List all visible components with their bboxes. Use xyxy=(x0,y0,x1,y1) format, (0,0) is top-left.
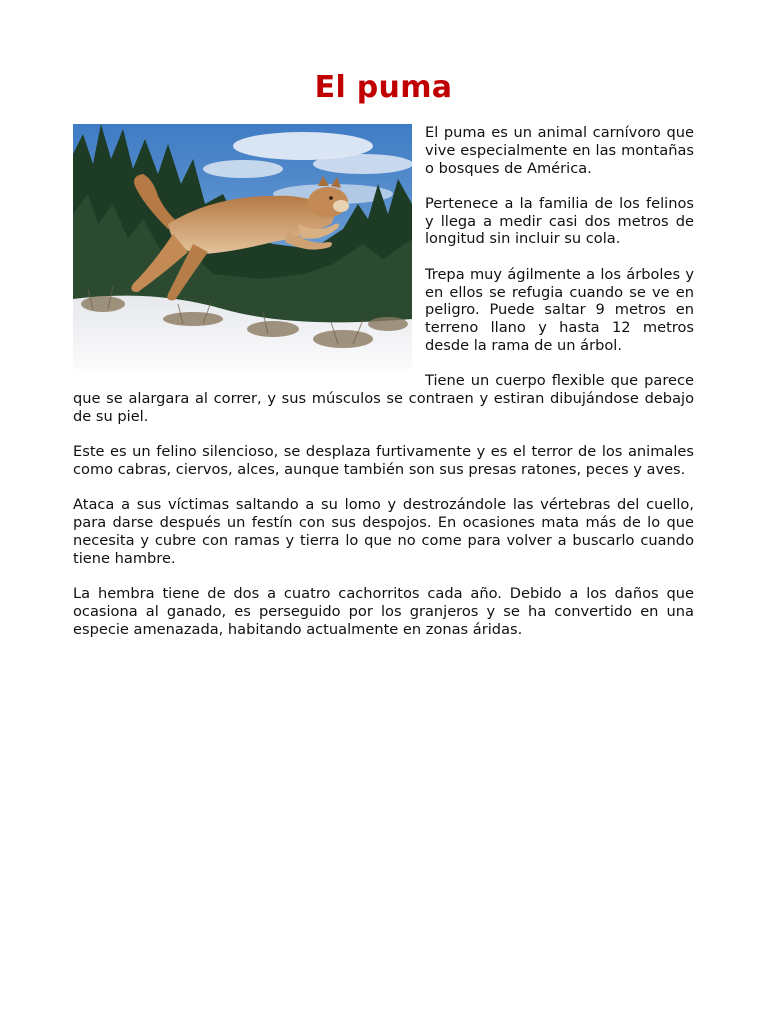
paragraph-1: El puma es un animal carnívoro que vive especialmente en las montañas o bosques de América. xyxy=(425,124,694,177)
document-page xyxy=(73,66,694,656)
paragraph-4: Tiene un cuerpo flexible que parece que se alargara al correr, y sus músculos se contraen y estiran dibujándose debajo de su piel. xyxy=(73,372,694,425)
paragraph-3: Trepa muy ágilmente a los árboles y en ellos se refugia cuando se ve en peligro. Puede saltar 9 metros en terreno llano y hasta 12 metros desde la rama de un árbol. xyxy=(425,265,694,354)
page-title: El puma xyxy=(314,70,453,105)
paragraph-7: La hembra tiene de dos a cuatro cachorritos cada año. Debido a los daños que ocasiona al ganado, es perseguido por los granjeros y se ha convertido en una especie amenazada, habitando actualmente en zonas áridas. xyxy=(73,584,694,638)
paragraph-5: Este es un felino silencioso, se desplaza furtivamente y es el terror de los animales como cabras, ciervos, alces, aunque también son sus presas ratones, peces y aves. xyxy=(73,443,694,478)
puma-photo xyxy=(73,124,412,369)
paragraph-6: Ataca a sus víctimas saltando a su lomo y destrozándole las vértebras del cuello, para darse después un festín con sus despojos. En ocasiones mata más de lo que necesita y cubre con ramas y tierra lo que no come para volver a buscarlo cuando tiene hambre. xyxy=(73,496,694,567)
paragraph-2: Pertenece a la familia de los felinos y llega a medir casi dos metros de longitud sin incluir su cola. xyxy=(425,194,694,248)
